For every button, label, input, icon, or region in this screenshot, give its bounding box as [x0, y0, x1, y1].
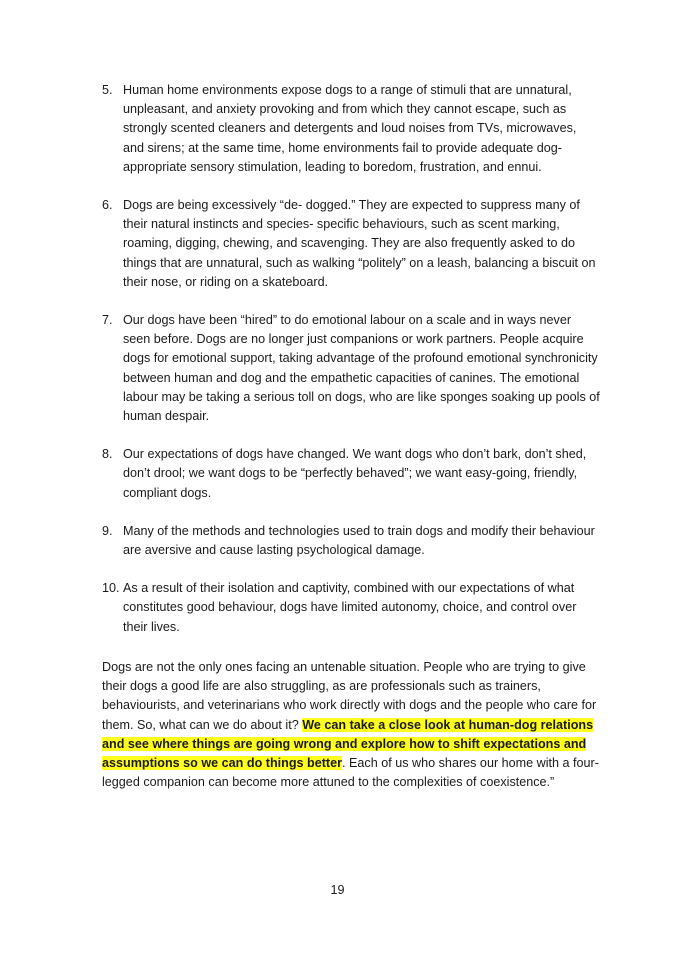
list-item: [102, 311, 600, 426]
list-item: [102, 81, 600, 177]
closing-paragraph: [102, 658, 600, 792]
list-item-text: Our expectations of dogs have changed. We want dogs who don’t bark, don’t shed, don’t drool; we want dogs to be “perfectly behaved”; we want easy-going, friendly, compliant dogs.: [123, 447, 587, 500]
list-item-text: As a result of their isolation and captivity, combined with our expectations of what constitutes good behaviour, dogs have limited autonomy, choice, and control over their lives.: [123, 581, 577, 634]
list-item-number: 7.: [102, 313, 113, 328]
numbered-list: [102, 81, 600, 656]
list-item: [102, 196, 600, 292]
list-item-number: 5.: [102, 83, 113, 97]
list-item-text: Human home environments expose dogs to a range of stimuli that are unnatural, unpleasant, and anxiety provoking and from which they cannot escape, such as strongly scented cleaners and detergents and loud noises from TVs, microwaves, and sirens; at the same time, home environments fail to provide adequate dog-appropriate sensory stimulation, leading to boredom, frustration, and ennui.: [123, 83, 577, 174]
list-item-text: Dogs are being excessively “de- dogged.” They are expected to suppress many of their natural instincts and species- specific behaviours, such as scent marking, roaming, digging, chewing, and scavenging. They are also frequently asked to do things that are unnatural, such as walking “politely” on a leash, balancing a biscuit on their nose, or riding on a skateboard.: [123, 198, 596, 289]
list-item: [102, 522, 600, 560]
list-item-text: Many of the methods and technologies used to train dogs and modify their behaviour are aversive and cause lasting psychological damage.: [123, 523, 595, 558]
list-item-number: 10.: [102, 581, 120, 596]
closing-text-before: Dogs are not the only ones facing an untenable situation. People who are trying to give their dogs a good life are also struggling, as are professionals such as trainers, behaviourists, and veterinarians who work directly with dogs and the people who care for them. So, what can we do about it?: [102, 660, 597, 732]
highlighted-text: We can take a close look at human-dog relations and see where things are going wrong and explore how to shift expectations and assumptions so we can do things better: [102, 717, 594, 771]
list-item: [102, 579, 600, 637]
closing-text-after: . Each of us who shares our home with a four- legged companion can become more attuned to the complexities of coexistence.”: [102, 756, 599, 790]
list-item-number: 6.: [102, 198, 113, 213]
list-item-text: Our dogs have been “hired” to do emotional labour on a scale and in ways never seen before. Dogs are no longer just companions or work partners. People acquire dogs for emotional support, taking advantage of the profound emotional synchronicity between human and dog and the empathetic capacities of canines. The emotional labour may be taking a serious toll on dogs, who are like sponges soaking up pools of human despair.: [123, 313, 600, 424]
list-item: [102, 445, 600, 503]
list-item-number: 9.: [102, 523, 113, 538]
list-item-number: 8.: [102, 447, 113, 462]
page-number: 19: [330, 883, 345, 897]
